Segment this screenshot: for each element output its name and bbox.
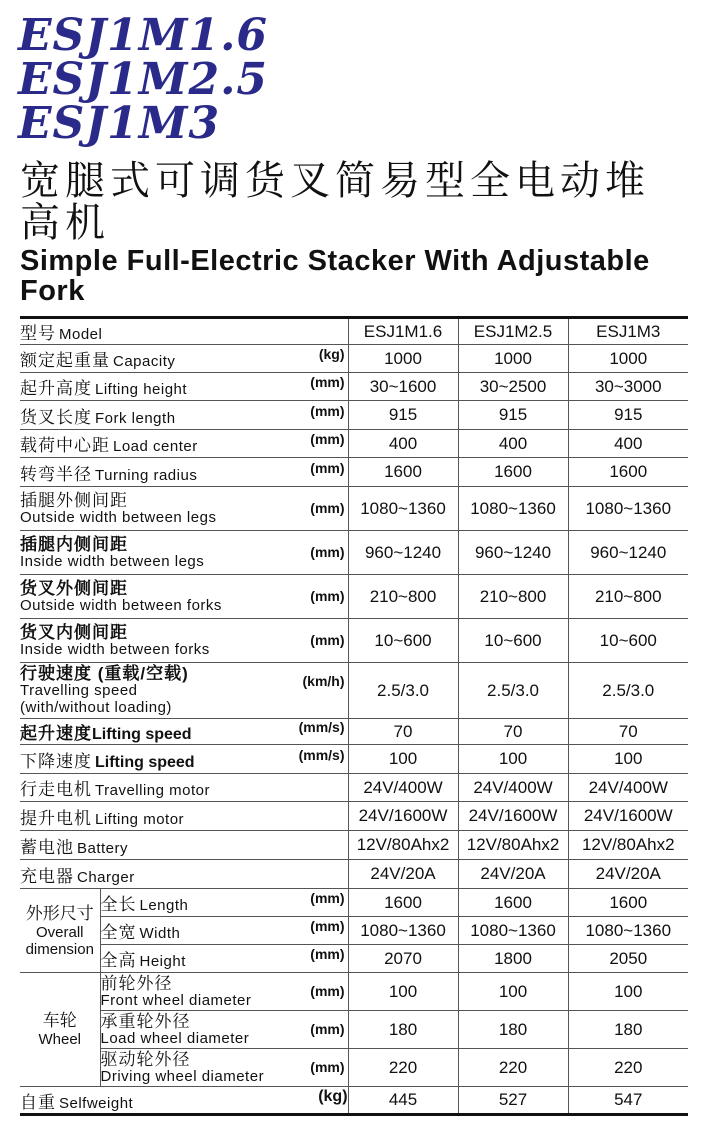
header-label-en: Model — [59, 326, 103, 343]
row-unit: (mm) — [310, 543, 345, 560]
row-value: 1800 — [458, 945, 568, 973]
row-value: 400 — [348, 430, 458, 458]
row-unit: (mm/s) — [298, 719, 345, 735]
row-label-cn: 起升高度 — [20, 379, 92, 398]
row-label-cn: 载荷中心距 — [20, 436, 110, 455]
row-value: 915 — [348, 401, 458, 430]
row-value: 400 — [568, 430, 688, 458]
table-row-selfweight — [20, 1087, 688, 1115]
group-label-en: Wheel — [38, 1031, 82, 1048]
table-row — [20, 745, 688, 774]
row-label-en: Length — [139, 897, 189, 914]
spec-table — [20, 316, 688, 1116]
table-row — [20, 458, 688, 487]
table-row — [20, 531, 688, 575]
table-row — [20, 945, 688, 973]
row-label-cn: 插腿外侧间距 — [20, 490, 128, 510]
row-value: 70 — [568, 719, 688, 745]
row-value: 100 — [458, 973, 568, 1011]
model-logo-line: ESJ1M2.5 — [18, 54, 268, 105]
row-value: 2.5/3.0 — [568, 663, 688, 719]
row-value: 1000 — [568, 345, 688, 373]
row-unit: (mm/s) — [298, 746, 345, 763]
row-value: 100 — [458, 745, 568, 774]
row-value: 70 — [458, 719, 568, 745]
row-value: 24V/1600W — [348, 802, 458, 831]
table-row — [20, 774, 688, 802]
row-value: 1600 — [568, 889, 688, 917]
row-label-cn: 全宽 — [100, 923, 137, 942]
row-value: 24V/400W — [458, 774, 568, 802]
row-value: 1000 — [348, 345, 458, 373]
row-label-cn: 货叉内侧间距 — [20, 622, 128, 642]
row-label — [20, 831, 348, 860]
row-label-cn: 转弯半径 — [20, 464, 92, 484]
row-value: 24V/1600W — [458, 802, 568, 831]
row-value: 445 — [348, 1087, 458, 1115]
group-label-overall — [20, 889, 100, 973]
table-row — [20, 831, 688, 860]
row-value: 100 — [568, 973, 688, 1011]
row-value: 12V/80Ahx2 — [458, 831, 568, 860]
row-value: 180 — [348, 1011, 458, 1049]
table-row — [20, 345, 688, 373]
row-value: 30~2500 — [458, 373, 568, 401]
row-label-en: Load center — [113, 438, 198, 455]
row-label-cn: 提升电机 — [20, 808, 92, 828]
row-value: 24V/400W — [568, 774, 688, 802]
header-model-col: ESJ1M3 — [568, 318, 688, 345]
row-value: 12V/80Ahx2 — [568, 831, 688, 860]
row-value: 400 — [458, 430, 568, 458]
row-value: 1600 — [348, 889, 458, 917]
table-row — [20, 575, 688, 619]
row-value: 915 — [458, 401, 568, 430]
row-label-cn: 行走电机 — [20, 780, 92, 799]
row-value: 10~600 — [568, 619, 688, 663]
table-row — [20, 860, 688, 889]
row-value: 12V/80Ahx2 — [348, 831, 458, 860]
row-label-en: Outside width between forks — [20, 596, 222, 614]
row-label — [100, 1011, 348, 1049]
row-unit: (mm) — [310, 1020, 345, 1037]
row-label-en: Inside width between legs — [20, 552, 205, 570]
table-row — [20, 719, 688, 745]
row-value: 1600 — [458, 889, 568, 917]
row-label-cn: 驱动轮外径 — [100, 1049, 191, 1069]
table-row — [20, 663, 688, 719]
row-value: 1600 — [458, 458, 568, 487]
row-label-en: Front wheel diameter — [100, 991, 252, 1009]
row-label-en: Lifting speed — [95, 753, 195, 771]
row-label-cn: 下降速度 — [20, 751, 92, 771]
row-label-cn: 起升速度 — [20, 724, 92, 743]
row-label — [100, 1049, 348, 1087]
row-label — [20, 430, 348, 458]
row-label-en: Outside width between legs — [20, 508, 217, 526]
row-value: 100 — [348, 745, 458, 774]
table-header-row — [20, 318, 688, 345]
row-value: 547 — [568, 1087, 688, 1115]
row-label-en: Inside width between forks — [20, 640, 210, 658]
row-label — [100, 973, 348, 1011]
group-label-wheel — [20, 973, 100, 1087]
row-label-en: Travelling motor — [95, 782, 210, 799]
header-label — [20, 318, 348, 345]
row-label — [20, 745, 348, 774]
row-value: 220 — [348, 1049, 458, 1087]
row-label — [20, 373, 348, 401]
row-label — [100, 917, 348, 945]
row-label-cn: 自重 — [20, 1092, 56, 1112]
row-label — [20, 401, 348, 430]
row-label — [20, 575, 348, 619]
table-row — [20, 619, 688, 663]
row-value: 24V/20A — [348, 860, 458, 889]
row-value: 220 — [458, 1049, 568, 1087]
row-label — [20, 663, 348, 719]
model-logo-line: ESJ1M3 — [18, 98, 221, 149]
header-model-col: ESJ1M2.5 — [458, 318, 568, 345]
row-value: 10~600 — [458, 619, 568, 663]
table-row — [20, 802, 688, 831]
model-logo-block — [18, 10, 298, 149]
row-label — [100, 945, 348, 973]
table-row — [20, 917, 688, 945]
group-label-cn: 车轮 — [42, 1011, 77, 1030]
title-chinese: 宽腿式可调货叉简易型全电动堆高机 — [20, 158, 650, 246]
row-label-en: Lifting speed — [92, 726, 192, 743]
row-value: 24V/20A — [458, 860, 568, 889]
table-row — [20, 430, 688, 458]
row-label — [20, 531, 348, 575]
row-value: 2.5/3.0 — [458, 663, 568, 719]
row-unit: (mm) — [310, 499, 345, 516]
model-logo-line: ESJ1M1.6 — [18, 10, 268, 61]
row-label-en: Travelling speed — [20, 682, 138, 699]
row-label-en: Capacity — [113, 353, 176, 370]
row-value: 100 — [568, 745, 688, 774]
row-label-cn: 插腿内侧间距 — [20, 534, 128, 554]
row-unit: (mm) — [310, 982, 345, 999]
row-label-cn: 货叉长度 — [20, 407, 92, 427]
row-label — [20, 802, 348, 831]
row-unit: (mm) — [310, 946, 345, 962]
row-unit: (kg) — [318, 1087, 348, 1105]
row-label — [20, 458, 348, 487]
row-value: 1080~1360 — [348, 487, 458, 531]
row-label — [100, 889, 348, 917]
row-label — [20, 345, 348, 373]
table-row — [20, 973, 688, 1011]
row-unit: (kg) — [318, 346, 345, 362]
row-unit: (mm) — [310, 918, 345, 934]
row-value: 960~1240 — [458, 531, 568, 575]
row-label-cn: 全高 — [100, 951, 137, 970]
row-label-en: Driving wheel diameter — [100, 1067, 265, 1085]
row-label-en: Lifting motor — [95, 810, 185, 828]
row-value: 527 — [458, 1087, 568, 1115]
row-value: 24V/20A — [568, 860, 688, 889]
row-value: 180 — [568, 1011, 688, 1049]
row-label — [20, 487, 348, 531]
row-label — [20, 1087, 348, 1115]
row-label-cn: 充电器 — [20, 866, 74, 886]
row-value: 1080~1360 — [458, 487, 568, 531]
row-unit: (mm) — [310, 1058, 345, 1075]
row-value: 1600 — [348, 458, 458, 487]
group-label-en-sub: dimension — [25, 940, 94, 958]
row-label-cn: 额定起重量 — [20, 351, 110, 370]
title-english: Simple Full-Electric Stacker With Adjustable Fork — [20, 245, 650, 307]
row-value: 210~800 — [348, 575, 458, 619]
row-label-cn: 全长 — [100, 895, 137, 914]
row-unit: (mm) — [310, 459, 345, 476]
row-unit: (mm) — [310, 890, 345, 906]
row-label-en: Width — [139, 925, 181, 942]
row-value: 210~800 — [568, 575, 688, 619]
header-label-cn: 型号 — [20, 324, 56, 343]
row-label-en: Turning radius — [95, 466, 198, 484]
row-label-cn: 前轮外径 — [100, 973, 173, 993]
row-label-en: Load wheel diameter — [100, 1029, 250, 1047]
row-value: 960~1240 — [568, 531, 688, 575]
row-label-en: Height — [139, 953, 186, 970]
row-value: 30~1600 — [348, 373, 458, 401]
row-label-en: Lifting height — [95, 381, 188, 398]
row-value: 2050 — [568, 945, 688, 973]
row-label-cn: 蓄电池 — [20, 837, 74, 857]
table-row — [20, 889, 688, 917]
table-row — [20, 401, 688, 430]
row-label-cn: 货叉外侧间距 — [20, 578, 128, 598]
row-unit: (mm) — [310, 431, 345, 447]
row-value: 1080~1360 — [348, 917, 458, 945]
row-label — [20, 860, 348, 889]
row-label-en: Charger — [77, 868, 135, 886]
row-value: 1080~1360 — [458, 917, 568, 945]
row-label — [20, 774, 348, 802]
row-label-en: Selfweight — [59, 1094, 134, 1112]
row-label-en: Fork length — [95, 409, 176, 427]
row-unit: (mm) — [310, 631, 345, 648]
row-value: 1080~1360 — [568, 487, 688, 531]
row-unit: (mm) — [310, 374, 345, 390]
row-value: 210~800 — [458, 575, 568, 619]
table-row — [20, 1049, 688, 1087]
row-unit: (mm) — [310, 402, 345, 419]
row-value: 960~1240 — [348, 531, 458, 575]
table-row — [20, 373, 688, 401]
header-model-col: ESJ1M1.6 — [348, 318, 458, 345]
table-row — [20, 1011, 688, 1049]
table-row — [20, 487, 688, 531]
row-value: 30~3000 — [568, 373, 688, 401]
row-value: 1000 — [458, 345, 568, 373]
row-value: 24V/400W — [348, 774, 458, 802]
row-value: 915 — [568, 401, 688, 430]
row-unit: (mm) — [310, 587, 345, 604]
row-label-cn: 行驶速度 (重载/空载) — [20, 664, 189, 683]
row-value: 220 — [568, 1049, 688, 1087]
row-value: 1600 — [568, 458, 688, 487]
row-label-en: Battery — [77, 839, 129, 857]
row-value: 10~600 — [348, 619, 458, 663]
group-label-cn: 外形尺寸 — [25, 903, 94, 923]
row-value: 2070 — [348, 945, 458, 973]
row-value: 100 — [348, 973, 458, 1011]
row-value: 1080~1360 — [568, 917, 688, 945]
row-label — [20, 619, 348, 663]
row-label — [20, 719, 348, 745]
row-value: 24V/1600W — [568, 802, 688, 831]
group-label-en: Overall — [35, 923, 84, 941]
row-value: 2.5/3.0 — [348, 663, 458, 719]
row-value: 180 — [458, 1011, 568, 1049]
row-label-cn: 承重轮外径 — [100, 1011, 191, 1031]
row-value: 70 — [348, 719, 458, 745]
row-label-en-sub: (with/without loading) — [20, 699, 172, 716]
row-unit: (km/h) — [302, 673, 345, 689]
